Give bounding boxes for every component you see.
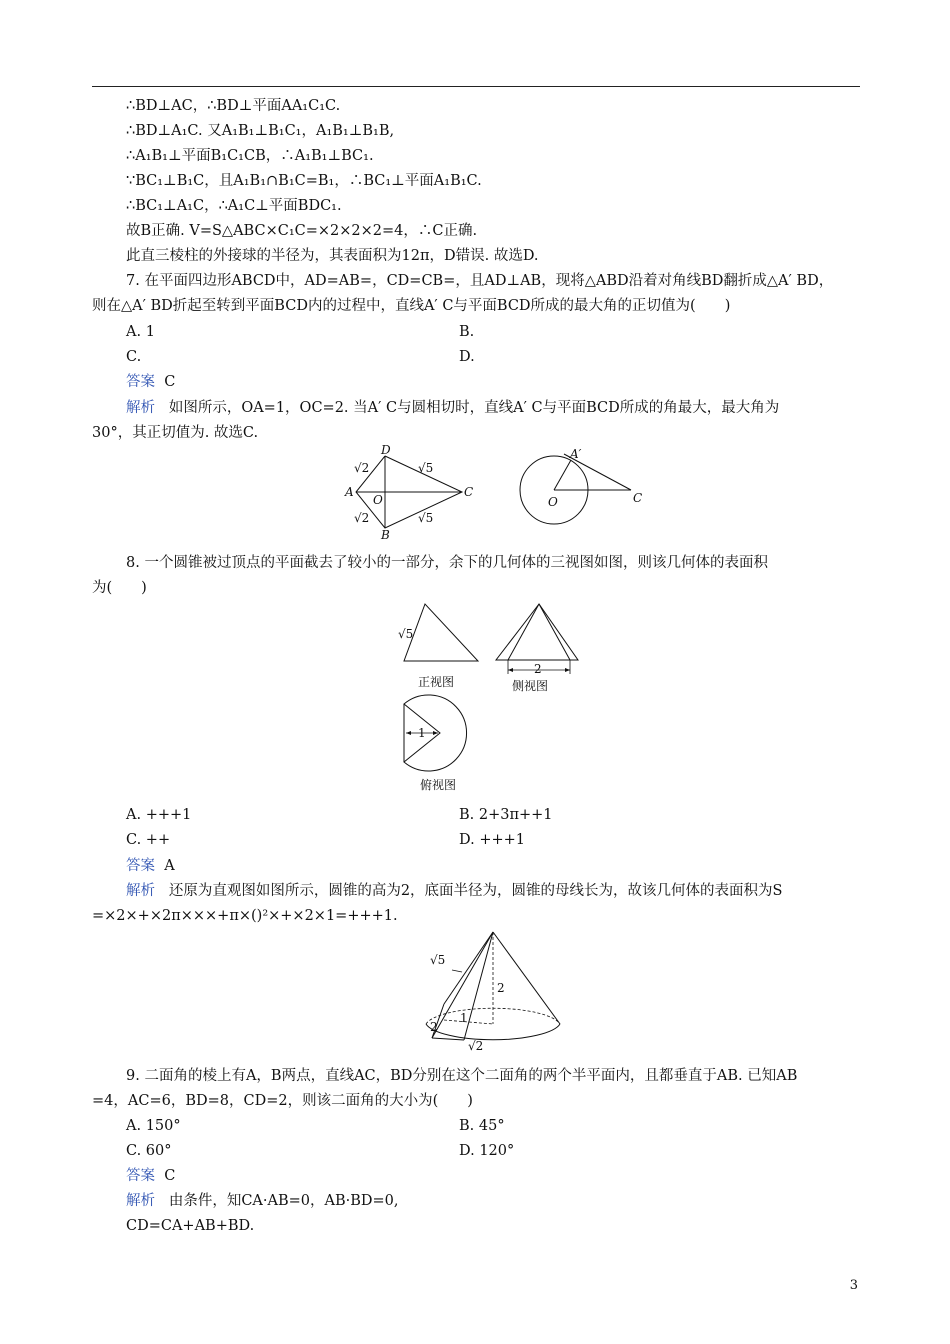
answer-tag: 答案	[126, 1168, 155, 1184]
q8-option-c: C. ++	[126, 832, 171, 848]
label-o: O	[373, 493, 383, 507]
label-two: 2	[430, 1020, 438, 1034]
q8-solution: =×2×+×2π×××+π×()²×+×2×1=+++1.	[92, 908, 398, 924]
q7-option-b: B.	[459, 324, 475, 340]
label-a: A	[345, 485, 354, 499]
q7-option-a: A. 1	[126, 324, 155, 340]
q9-option-b: B. 45°	[459, 1118, 505, 1134]
text-line: ∴A₁B₁⊥平面B₁C₁CB，∴A₁B₁⊥BC₁.	[126, 148, 374, 164]
q8-option-d: D. +++1	[459, 832, 526, 848]
caption-front-view: 正视图	[418, 675, 455, 689]
q8-option-b: B. 2+3π++1	[459, 807, 553, 823]
q9-option-d: D. 120°	[459, 1143, 515, 1159]
solution-tag: 解析	[126, 1193, 155, 1209]
answer-value: C	[164, 374, 176, 390]
q7-answer	[126, 372, 175, 392]
label-two: 2	[534, 662, 542, 676]
q7-solution: 解析 如图所示，OA=1，OC=2. 当A′ C与圆相切时，直线A′ C与平面BCD所成的角最大，最大角为	[126, 400, 780, 416]
label-o: O	[548, 495, 558, 509]
q7-option-c: C.	[126, 349, 142, 365]
label-one: 1	[418, 726, 426, 740]
q7-figure-circle	[516, 446, 646, 532]
answer-value: C	[164, 1168, 176, 1184]
q8-option-a: A. +++1	[126, 807, 192, 823]
q7-option-d: D.	[459, 349, 475, 365]
text-line: ∴BD⊥AC，∴BD⊥平面AA₁C₁C.	[126, 98, 341, 114]
text-line: ∵BC₁⊥B₁C，且A₁B₁∩B₁C=B₁，∴BC₁⊥平面A₁B₁C.	[126, 173, 482, 189]
q9-option-a: A. 150°	[126, 1118, 181, 1134]
label-sqrt2: √2	[468, 1039, 484, 1052]
label-a-prime: A′	[570, 447, 582, 461]
label-sqrt5: √5	[418, 511, 434, 525]
q9-option-c: C. 60°	[126, 1143, 172, 1159]
q7-stem: 7. 在平面四边形ABCD中，AD=AB=，CD=CB=，且AD⊥AB，现将△ABD沿着对角线BD翻折成△A′ BD，	[126, 273, 834, 289]
answer-tag: 答案	[126, 374, 155, 390]
q8-front-view	[396, 600, 482, 664]
q9-solution: 解析 由条件，知CA·AB=0，AB·BD=0,	[126, 1193, 399, 1209]
label-one: 1	[460, 1011, 468, 1025]
page-number: 3	[849, 1278, 858, 1293]
q7-figure-quadrilateral	[340, 444, 480, 540]
text-line: 此直三棱柱的外接球的半径为，其表面积为12π，D错误. 故选D.	[126, 248, 539, 264]
label-height: 2	[497, 981, 505, 995]
q7-stem: 则在△A′ BD折起至转到平面BCD内的过程中，直线A′ C与平面BCD所成的最大角的正切值为( )	[92, 298, 731, 314]
q8-stem: 为( )	[92, 580, 147, 596]
text-line: ∴BD⊥A₁C. 又A₁B₁⊥B₁C₁，A₁B₁⊥B₁B,	[126, 123, 395, 139]
solution-tag: 解析	[126, 883, 155, 899]
q9-solution: CD=CA+AB+BD.	[126, 1218, 255, 1234]
text-line: ∴BC₁⊥A₁C，∴A₁C⊥平面BDC₁.	[126, 198, 342, 214]
q9-answer	[126, 1166, 175, 1186]
label-sqrt2: √2	[354, 511, 370, 525]
label-d: D	[381, 444, 391, 457]
caption-side-view: 侧视图	[512, 679, 549, 693]
q8-cone-figure	[418, 928, 564, 1052]
solution-tag: 解析	[126, 400, 155, 416]
label-b: B	[381, 528, 390, 540]
q8-solution: 解析 还原为直观图如图所示，圆锥的高为2，底面半径为，圆锥的母线长为，故该几何体的表面积为S	[126, 883, 783, 899]
q9-stem: 9. 二面角的棱上有A，B两点，直线AC，BD分别在这个二面角的两个半平面内，且都垂直于AB. 已知AB	[126, 1068, 798, 1084]
header-rule	[92, 86, 860, 87]
text-line: 故B正确. V=S△ABC×C₁C=×2×2×2=4，∴C正确.	[126, 223, 478, 239]
label-c: C	[633, 491, 643, 505]
q8-side-view	[492, 602, 582, 682]
q7-solution: 30°，其正切值为. 故选C.	[92, 425, 259, 441]
answer-tag: 答案	[126, 858, 155, 874]
label-c: C	[464, 485, 474, 499]
q9-stem: =4，AC=6，BD=8，CD=2，则该二面角的大小为( )	[92, 1093, 473, 1109]
label-sqrt5: √5	[398, 627, 414, 641]
label-sqrt5: √5	[430, 953, 446, 967]
caption-top-view: 俯视图	[420, 778, 457, 792]
answer-value: A	[164, 858, 175, 874]
q8-top-view	[398, 688, 482, 776]
label-sqrt5: √5	[418, 461, 434, 475]
label-sqrt2: √2	[354, 461, 370, 475]
q8-stem: 8. 一个圆锥被过顶点的平面截去了较小的一部分，余下的几何体的三视图如图，则该几何体的表面积	[126, 555, 768, 571]
q8-answer	[126, 856, 175, 876]
